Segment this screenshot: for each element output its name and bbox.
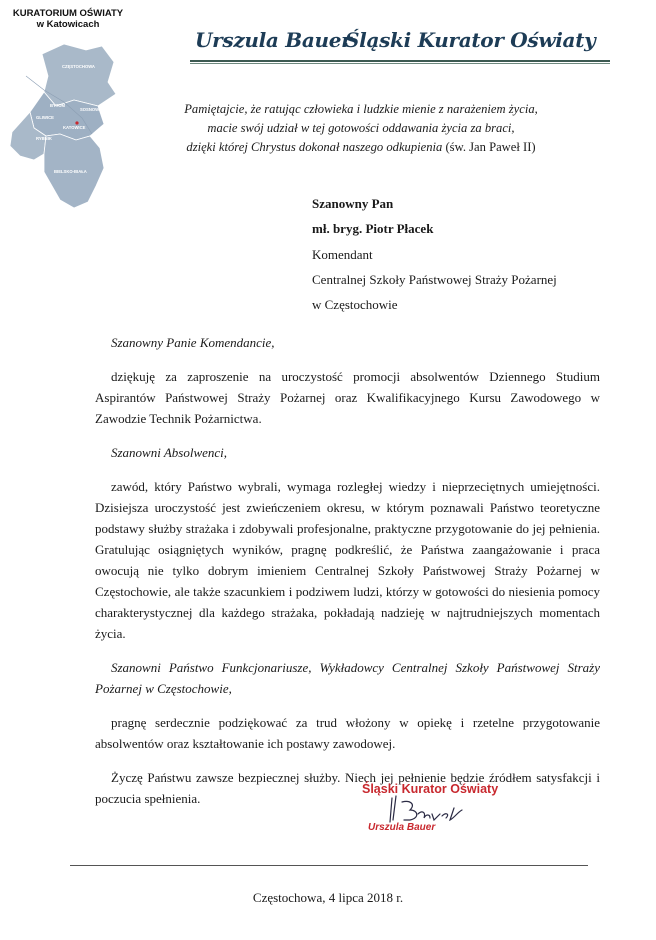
signature-stamp-name: Urszula Bauer xyxy=(368,822,436,833)
map-label-gliwice: GLIWICE xyxy=(36,115,54,120)
motto-quote xyxy=(120,100,602,157)
map-region-north xyxy=(42,44,116,106)
salutation-officers: Szanowni Państwo Funkcjonariusze, Wykładowcy Centralnej Szkoły Państwowej Straży Pożarnej w Częstochowie, xyxy=(95,660,600,696)
header-rule xyxy=(190,60,610,62)
motto-attribution: (św. Jan Paweł II) xyxy=(445,140,536,154)
header-name: Urszula Bauer xyxy=(195,28,352,52)
map-label-czestochowa: CZĘSTOCHOWA xyxy=(62,64,95,69)
map-label-bytom: BYTOM xyxy=(50,103,66,108)
letter-body xyxy=(95,332,600,809)
map-label-rybnik: RYBNIK xyxy=(36,136,52,141)
addressee-role: Komendant xyxy=(312,246,373,262)
header-office: Śląski Kurator Oświaty xyxy=(345,28,596,52)
logo-title xyxy=(6,8,130,30)
place-and-date: Częstochowa, 4 lipca 2018 r. xyxy=(252,890,404,905)
motto-line-3-text: dzięki której Chrystus dokonał naszego odkupienia xyxy=(186,140,443,154)
paragraph-officers: pragnę serdecznie podziękować za trud włożony w opiekę i rzetelne przygotowanie absolwentów oraz kształtowanie ich postawy zawodowej. xyxy=(95,715,600,751)
addressee-greeting: Szanowny Pan xyxy=(312,196,394,211)
addressee-name: mł. bryg. Piotr Płacek xyxy=(312,221,434,237)
map-label-katowice: KATOWICE xyxy=(63,125,86,130)
addressee-institution: Centralnej Szkoły Państwowej Straży Pożarnej xyxy=(312,271,557,287)
motto-line-3 xyxy=(120,138,602,157)
signature-stamp-office: Śląski Kurator Oświaty xyxy=(362,782,499,796)
addressee-block xyxy=(312,191,557,317)
paragraph-thanks: dziękuję za zaproszenie na uroczystość promocji absolwentów Dziennego Studium Aspirantów Państwowej Straży Pożarnej oraz Kwalifikacyjnego Kursu Zawodowego w Zawodzie Technik Pożarnictwa. xyxy=(95,369,600,426)
salutation-graduates: Szanowni Absolwenci, xyxy=(111,445,228,460)
map-label-sosnowiec: SOSNOWIEC xyxy=(80,107,107,112)
paragraph-wishes: Życzę Państwu zawsze bezpiecznej służby. Niech jej pełnienie będzie źródłem satysfakcji i poczucia spełnienia. xyxy=(95,770,600,806)
paragraph-graduates: zawód, który Państwo wybrali, wymaga rozległej wiedzy i nieprzeciętnych umiejętności. Dzisiejsza uroczystość jest zwieńczeniem okresu, w którym poznawali Państwo teoretyczne podstawy służby strażaka i zdobywali profesjonalne, praktyczne przygotowanie do jej pełnienia. Gratulując osiągniętych wyników, pragnę podkreślić, że Państwa zaangażowanie i praca owocują nie tylko dobrym imieniem Centralnej Szkoły Państwowej Straży Pożarnej w Częstochowie, ale także szacunkiem i podziwem ludzi, którzy w gotowości do niesienia pomocy charakterystycznej dla każdego strażaka, pokładają nadzieję w najtrudniejszych momentach życia. xyxy=(95,479,600,641)
logo-title-line2: w Katowicach xyxy=(36,19,100,30)
logo-title-line1: KURATORIUM OŚWIATY xyxy=(12,8,124,19)
addressee-city: w Częstochowie xyxy=(312,297,398,313)
silesia-map-logo xyxy=(4,36,134,216)
salutation-commander: Szanowny Panie Komendancie, xyxy=(111,335,275,350)
footer-rule xyxy=(70,865,588,866)
motto-line-2: macie swój udział w tej gotowości oddawania życia za braci, xyxy=(207,121,515,135)
header-rule-thin xyxy=(190,63,610,64)
motto-line-1: Pamiętajcie, że ratując człowieka i ludzkie mienie z narażeniem życia, xyxy=(184,102,538,116)
map-label-bielsko-biala: BIELSKO-BIAŁA xyxy=(54,169,87,174)
signature-block xyxy=(340,782,520,844)
